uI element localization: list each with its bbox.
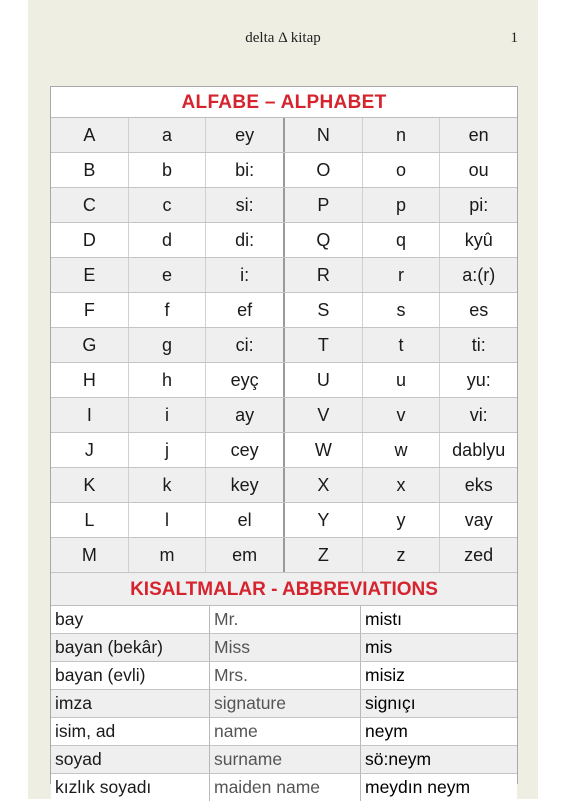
abbreviation-row (51, 662, 517, 690)
abbreviation-row (51, 690, 517, 718)
uppercase-letter-cell: Q (285, 223, 363, 257)
pronunciation-cell: dablyu (452, 439, 506, 460)
uppercase-letter-cell: V (285, 398, 363, 432)
lowercase-letter-cell: s (363, 293, 441, 327)
alphabet-row (51, 188, 517, 223)
lowercase-letter-cell: o (363, 153, 441, 187)
uppercase-letter-cell: F (51, 293, 129, 327)
alphabet-row (51, 328, 517, 363)
uppercase-letter-cell: E (51, 258, 129, 292)
pronunciation-cell: key (206, 468, 285, 502)
alphabet-row (51, 433, 517, 468)
pronunciation-cell: ay (206, 398, 285, 432)
pronunciation-cell: ey (206, 118, 285, 152)
alphabet-row (51, 118, 517, 153)
abbreviation-row (51, 774, 517, 801)
pronunciation-cell: eks (464, 474, 493, 495)
uppercase-letter-cell: G (51, 328, 129, 362)
pronunciation-cell: si: (206, 188, 285, 222)
lowercase-letter-cell: q (363, 223, 441, 257)
lowercase-letter-cell: f (129, 293, 207, 327)
uppercase-letter-cell: Y (285, 503, 363, 537)
pronunciation-cell: yu: (466, 369, 491, 390)
lowercase-letter-cell: m (129, 538, 207, 572)
alphabet-title: ALFABE – ALPHABET (51, 87, 517, 118)
lowercase-letter-cell: c (129, 188, 207, 222)
uppercase-letter-cell: M (51, 538, 129, 572)
book-page (28, 0, 538, 799)
lowercase-letter-cell: e (129, 258, 207, 292)
lowercase-letter-cell: x (363, 468, 441, 502)
uppercase-letter-cell: N (285, 118, 363, 152)
pronunciation-cell: el (206, 503, 285, 537)
pronunciation-cell: zed (464, 544, 494, 565)
uppercase-letter-cell: R (285, 258, 363, 292)
pronunciation-cell: pi: (469, 194, 489, 215)
uppercase-letter-cell: O (285, 153, 363, 187)
pronunciation-cell: misiz (365, 665, 405, 685)
uppercase-letter-cell: C (51, 188, 129, 222)
pronunciation-cell: meydın neym (365, 777, 471, 797)
abbreviations-table (51, 606, 517, 801)
lowercase-letter-cell: t (363, 328, 441, 362)
reference-table (50, 86, 518, 797)
lowercase-letter-cell: p (363, 188, 441, 222)
pronunciation-cell: mis (365, 637, 393, 657)
uppercase-letter-cell: W (285, 433, 363, 467)
pronunciation-cell: ti: (471, 334, 486, 355)
alphabet-grid (51, 118, 517, 573)
uppercase-letter-cell: B (51, 153, 129, 187)
pronunciation-cell: ci: (206, 328, 285, 362)
english-term-cell: surname (210, 746, 361, 773)
lowercase-letter-cell: v (363, 398, 441, 432)
alphabet-row (51, 223, 517, 258)
lowercase-letter-cell: y (363, 503, 441, 537)
uppercase-letter-cell: I (51, 398, 129, 432)
alphabet-row (51, 503, 517, 538)
uppercase-letter-cell: J (51, 433, 129, 467)
uppercase-letter-cell: X (285, 468, 363, 502)
abbreviations-title: KISALTMALAR - ABBREVIATIONS (51, 573, 517, 606)
lowercase-letter-cell: b (129, 153, 207, 187)
english-term-cell: Mrs. (210, 662, 361, 689)
page-header-title: delta Δ kitap (245, 30, 321, 46)
pronunciation-cell: kyû (464, 229, 493, 250)
pronunciation-cell: eyç (206, 363, 285, 397)
lowercase-letter-cell: d (129, 223, 207, 257)
pronunciation-cell: es (469, 299, 489, 320)
english-term-cell: name (210, 718, 361, 745)
english-term-cell: Mr. (210, 606, 361, 633)
alphabet-row (51, 398, 517, 433)
uppercase-letter-cell: T (285, 328, 363, 362)
pronunciation-cell: signıçı (365, 693, 416, 713)
pronunciation-cell: ef (206, 293, 285, 327)
page-number: 1 (510, 30, 518, 46)
alphabet-row (51, 293, 517, 328)
turkish-term-cell: imza (51, 690, 210, 717)
uppercase-letter-cell: L (51, 503, 129, 537)
pronunciation-cell: em (206, 538, 285, 572)
english-term-cell: signature (210, 690, 361, 717)
abbreviation-row (51, 606, 517, 634)
pronunciation-cell: di: (206, 223, 285, 257)
lowercase-letter-cell: w (363, 433, 441, 467)
lowercase-letter-cell: u (363, 363, 441, 397)
lowercase-letter-cell: h (129, 363, 207, 397)
pronunciation-cell: cey (206, 433, 285, 467)
lowercase-letter-cell: k (129, 468, 207, 502)
uppercase-letter-cell: A (51, 118, 129, 152)
turkish-term-cell: bayan (bekâr) (51, 634, 210, 661)
turkish-term-cell: isim, ad (51, 718, 210, 745)
pronunciation-cell: vay (464, 509, 493, 530)
uppercase-letter-cell: U (285, 363, 363, 397)
abbreviation-row (51, 634, 517, 662)
pronunciation-cell: vi: (469, 404, 488, 425)
turkish-term-cell: bay (51, 606, 210, 633)
lowercase-letter-cell: a (129, 118, 207, 152)
uppercase-letter-cell: K (51, 468, 129, 502)
uppercase-letter-cell: S (285, 293, 363, 327)
turkish-term-cell: bayan (evli) (51, 662, 210, 689)
alphabet-row (51, 468, 517, 503)
alphabet-row (51, 153, 517, 188)
lowercase-letter-cell: g (129, 328, 207, 362)
lowercase-letter-cell: j (129, 433, 207, 467)
lowercase-letter-cell: r (363, 258, 441, 292)
pronunciation-cell: ou (468, 159, 489, 180)
alphabet-row (51, 258, 517, 293)
english-term-cell: Miss (210, 634, 361, 661)
pronunciation-cell: sö:neym (365, 749, 432, 769)
abbreviation-row (51, 746, 517, 774)
lowercase-letter-cell: i (129, 398, 207, 432)
abbreviation-row (51, 718, 517, 746)
uppercase-letter-cell: P (285, 188, 363, 222)
pronunciation-cell: mistı (365, 609, 402, 629)
alphabet-row (51, 363, 517, 398)
pronunciation-cell: neym (365, 721, 408, 741)
alphabet-row (51, 538, 517, 573)
pronunciation-cell: en (468, 124, 489, 145)
pronunciation-cell: a:(r) (462, 264, 496, 285)
turkish-term-cell: kızlık soyadı (51, 774, 210, 801)
english-term-cell: maiden name (210, 774, 361, 801)
lowercase-letter-cell: l (129, 503, 207, 537)
uppercase-letter-cell: H (51, 363, 129, 397)
lowercase-letter-cell: n (363, 118, 441, 152)
uppercase-letter-cell: Z (285, 538, 363, 572)
pronunciation-cell: i: (206, 258, 285, 292)
uppercase-letter-cell: D (51, 223, 129, 257)
pronunciation-cell: bi: (206, 153, 285, 187)
lowercase-letter-cell: z (363, 538, 441, 572)
turkish-term-cell: soyad (51, 746, 210, 773)
